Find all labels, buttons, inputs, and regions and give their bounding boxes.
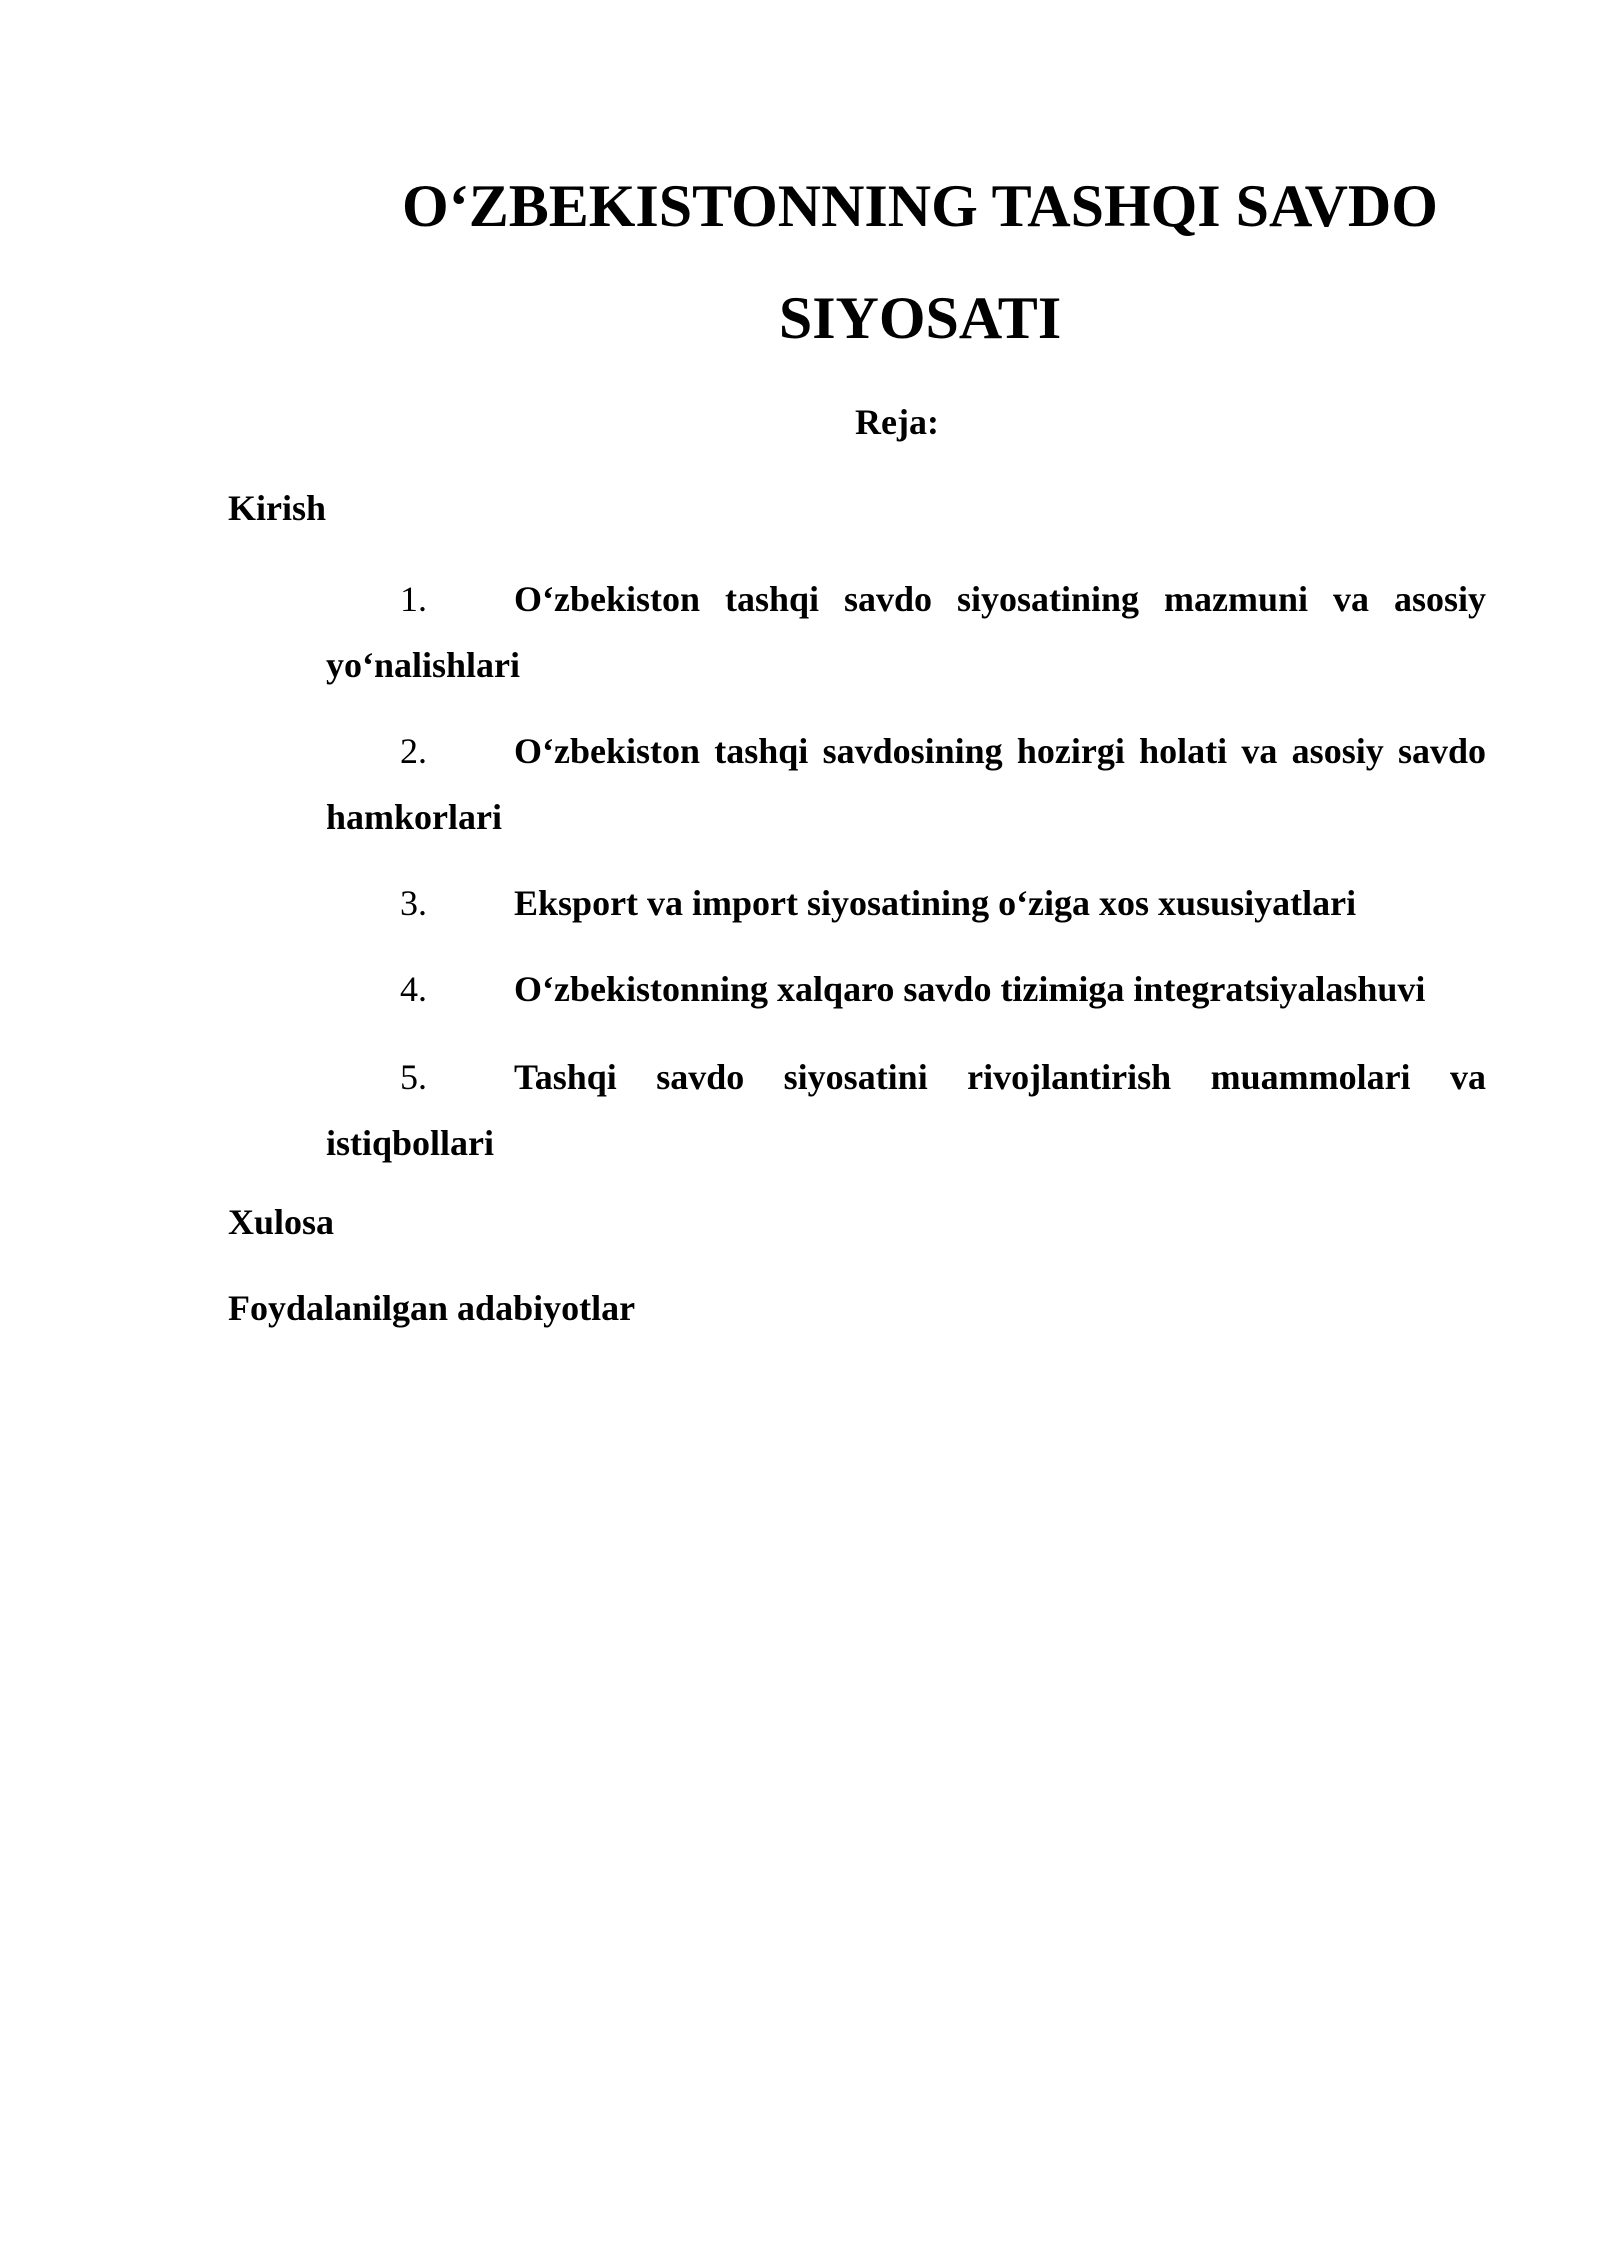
plan-item-number: 3. <box>400 883 427 923</box>
plan-item-2 <box>326 718 1486 850</box>
plan-item-3 <box>326 870 1486 936</box>
title-line-1: O‘ZBEKISTONNING TASHQI SAVDO <box>402 173 1438 239</box>
plan-item-1 <box>326 566 1486 698</box>
title-line-2: SIYOSATI <box>778 285 1062 351</box>
plan-item-number: 1. <box>400 579 427 619</box>
plan-item-4 <box>326 956 1486 1022</box>
plan-heading: Reja: <box>855 402 939 442</box>
plan-item-text: Eksport va import siyosatining o‘ziga xos xususiyatlari <box>514 883 1357 923</box>
plan-item-text: O‘zbekiston tashqi savdo siyosatining mazmuni va asosiy yo‘nalishlari <box>326 579 1486 685</box>
plan-item-number: 4. <box>400 969 427 1009</box>
references-heading: Foydalanilgan adabiyotlar <box>228 1288 636 1328</box>
plan-item-text: O‘zbekistonning xalqaro savdo tizimiga integratsiyalashuvi <box>514 969 1426 1009</box>
document-title <box>330 150 1510 374</box>
intro-heading: Kirish <box>228 488 327 528</box>
plan-item-5 <box>326 1044 1486 1176</box>
plan-item-number: 5. <box>400 1057 427 1097</box>
conclusion-heading: Xulosa <box>228 1202 335 1242</box>
plan-item-number: 2. <box>400 731 427 771</box>
plan-item-text: Tashqi savdo siyosatini rivojlantirish muammolari va istiqbollari <box>326 1057 1486 1163</box>
plan-item-text: O‘zbekiston tashqi savdosining hozirgi holati va asosiy savdo hamkorlari <box>326 731 1486 837</box>
